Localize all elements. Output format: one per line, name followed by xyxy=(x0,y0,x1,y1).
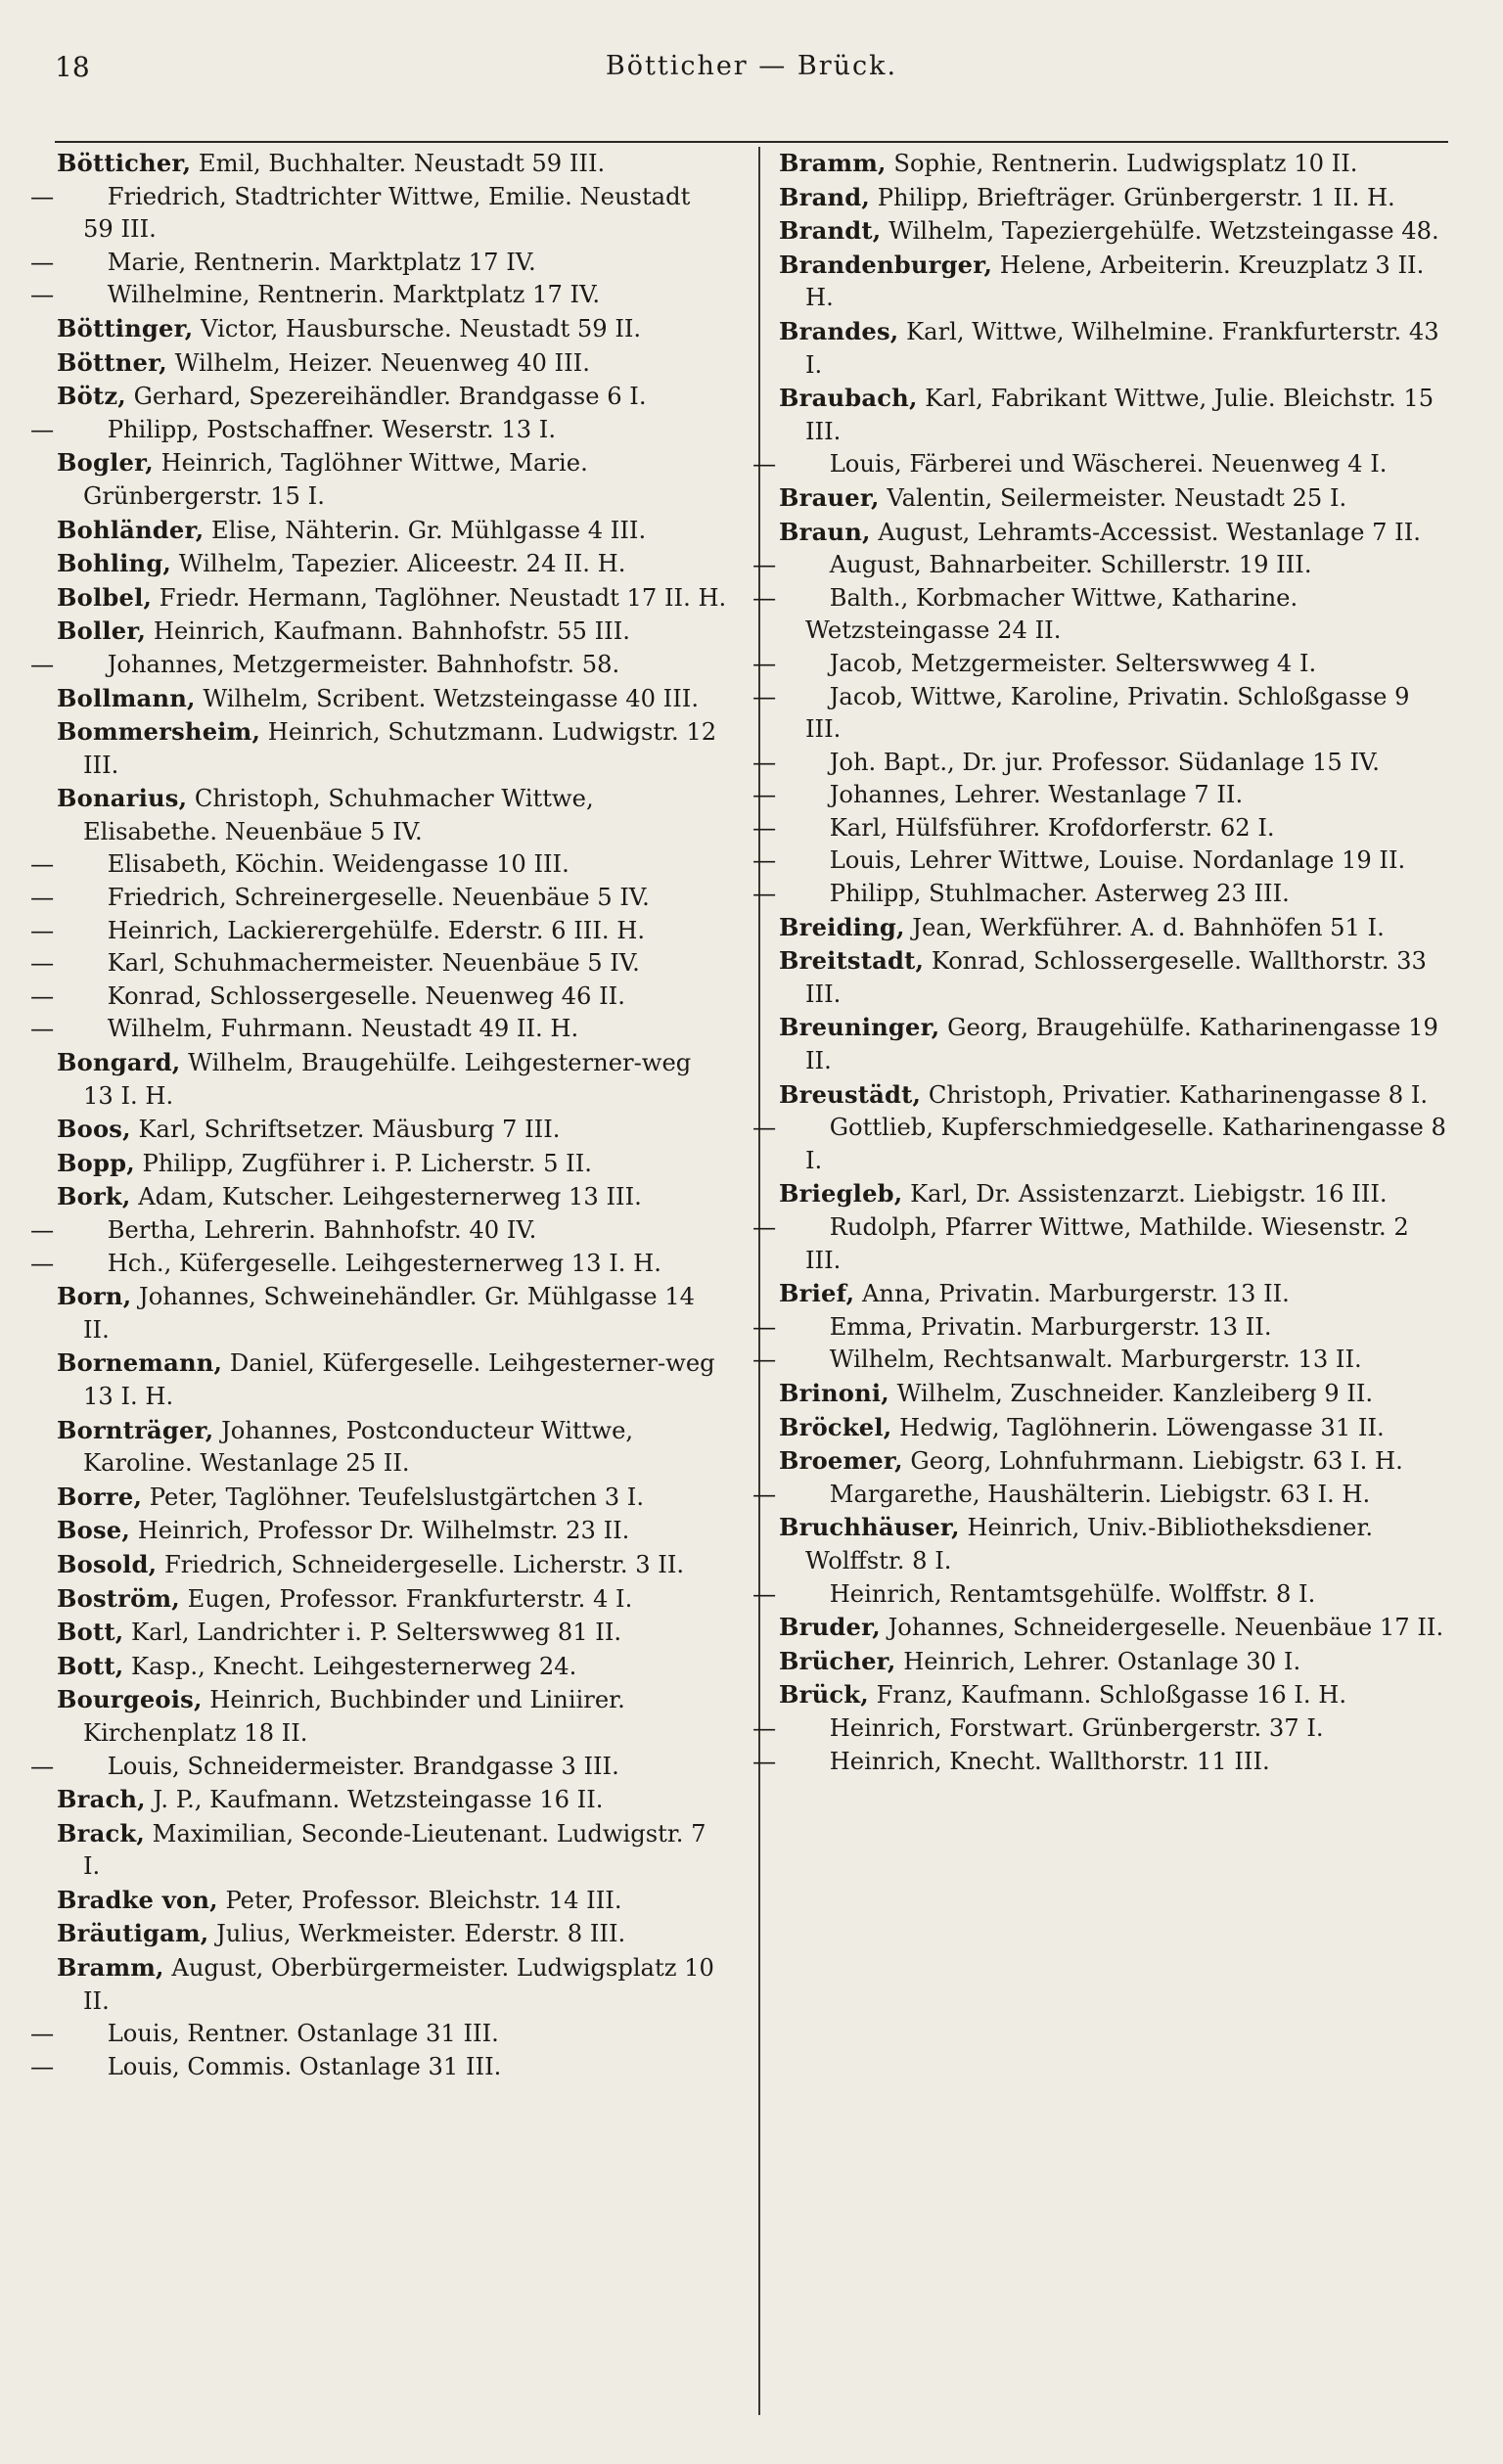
entry-details: Johannes, Schweinehändler. Gr. Mühlgasse 14 II. xyxy=(83,1283,696,1344)
entry-surname: Breitstadt, xyxy=(779,946,925,976)
entry-details: Victor, Hausbursche. Neustadt 59 II. xyxy=(201,314,642,342)
entry-surname: Brücher, xyxy=(779,1646,896,1675)
entry-details: Emma, Privatin. Marburgerstr. 13 II. xyxy=(829,1312,1272,1341)
entry-surname: Briegleb, xyxy=(779,1179,903,1209)
entry-details: Helene, Arbeiterin. Kreuzplatz 3 II. H. xyxy=(805,251,1425,312)
entry-surname: Bott, xyxy=(57,1618,124,1647)
directory-entry xyxy=(779,1645,1449,1679)
ditto-dash: — xyxy=(30,1216,55,1244)
entry-details: Heinrich, Lehrer. Ostanlage 30 I. xyxy=(903,1647,1301,1675)
ditto-dash: — xyxy=(752,682,777,710)
ditto-dash: — xyxy=(30,281,55,309)
entry-details: Friedrich, Schneidergeselle. Licherstr. 3 II. xyxy=(163,1550,685,1578)
directory-entry xyxy=(57,1280,727,1346)
entry-details: Rudolph, Pfarrer Wittwe, Mathilde. Wiesenstr. 2 III. xyxy=(805,1213,1409,1274)
directory-entry xyxy=(779,249,1449,315)
directory-entry xyxy=(57,1414,727,1481)
entry-surname: Bramm, xyxy=(57,1953,164,1983)
directory-entry xyxy=(779,1411,1449,1445)
entry-surname: Bose, xyxy=(57,1516,131,1545)
entry-surname: Bramm, xyxy=(779,149,887,177)
entry-details: Karl, Schriftsetzer. Mäusburg 7 III. xyxy=(138,1116,561,1144)
entry-surname: Brandenburger, xyxy=(779,250,993,279)
entry-surname: Breuninger, xyxy=(779,1013,940,1042)
directory-entry xyxy=(779,1611,1449,1645)
entry-details: Karl, Landrichter i. P. Selterswweg 81 II. xyxy=(131,1619,622,1647)
directory-entry xyxy=(57,346,727,381)
entry-surname: Bosold, xyxy=(57,1549,158,1578)
directory-entry xyxy=(752,812,1449,845)
entry-details: Margarethe, Haushälterin. Liebigstr. 63 I. H. xyxy=(829,1480,1371,1508)
directory-entry xyxy=(752,1344,1449,1377)
entry-surname: Brandes, xyxy=(779,316,899,345)
entry-details: Emil, Buchhalter. Neustadt 59 III. xyxy=(198,150,606,177)
ditto-dash: — xyxy=(752,1747,777,1775)
directory-entry xyxy=(57,1582,727,1617)
directory-entry xyxy=(30,915,727,948)
entry-details: Wilhelm, Zuschneider. Kanzleiberg 9 II. xyxy=(896,1379,1374,1407)
entry-details: Peter, Professor. Bleichstr. 14 III. xyxy=(225,1886,622,1914)
directory-entry xyxy=(30,2051,727,2084)
entry-details: Elise, Nähterin. Gr. Mühlgasse 4 III. xyxy=(211,516,647,544)
entry-details: Heinrich, Kaufmann. Bahnhofstr. 55 III. xyxy=(153,617,630,646)
ditto-dash: — xyxy=(752,781,777,809)
directory-entry xyxy=(779,1444,1449,1479)
entry-details: August, Lehramts-Accessist. Westanlage 7 II. xyxy=(878,518,1421,546)
directory-entry xyxy=(30,1214,727,1248)
entry-details: Heinrich, Taglöhner Wittwe, Marie. Grünbergerstr. 15 I. xyxy=(83,449,588,510)
entry-details: Hedwig, Taglöhnerin. Löwengasse 31 II. xyxy=(899,1413,1385,1441)
ditto-dash: — xyxy=(752,1480,777,1508)
entry-surname: Bruchhäuser, xyxy=(779,1513,960,1542)
directory-entry xyxy=(752,878,1449,911)
running-head: Bötticher — Brück. xyxy=(605,51,898,81)
directory-entry xyxy=(57,1113,727,1147)
directory-entry xyxy=(30,882,727,915)
directory-entry xyxy=(779,1277,1449,1311)
directory-entry xyxy=(57,1147,727,1181)
entry-details: Friedr. Hermann, Taglöhner. Neustadt 17 II. H. xyxy=(159,583,727,612)
directory-entry xyxy=(779,181,1449,215)
entry-details: Heinrich, Univ.-Bibliotheksdiener. Wolffstr. 8 I. xyxy=(805,1514,1374,1574)
directory-entry xyxy=(779,1678,1449,1712)
entry-details: Heinrich, Knecht. Wallthorstr. 11 III. xyxy=(829,1747,1270,1775)
entry-surname: Brack, xyxy=(57,1818,145,1848)
directory-entry xyxy=(779,214,1449,249)
entry-details: Christoph, Schuhmacher Wittwe, Elisabethe. Neuenbäue 5 IV. xyxy=(83,785,594,845)
entry-details: Kasp., Knecht. Leihgesternerweg 24. xyxy=(131,1652,577,1680)
directory-entry xyxy=(752,1712,1449,1746)
entry-surname: Bornemann, xyxy=(57,1348,223,1378)
directory-entry xyxy=(752,779,1449,812)
directory-entry xyxy=(752,1746,1449,1779)
directory-entry xyxy=(779,911,1449,945)
directory-entry xyxy=(779,1511,1449,1577)
entry-details: Wilhelm, Tapezier. Aliceestr. 24 II. H. xyxy=(178,550,626,578)
directory-entry xyxy=(57,782,727,848)
ditto-dash: — xyxy=(752,846,777,875)
directory-entry xyxy=(57,1514,727,1548)
entry-details: Heinrich, Professor Dr. Wilhelmstr. 23 II. xyxy=(137,1517,630,1545)
entry-surname: Brand, xyxy=(779,182,870,211)
directory-entry xyxy=(57,1650,727,1684)
directory-entry xyxy=(779,1011,1449,1077)
ditto-dash: — xyxy=(30,1249,55,1277)
entry-details: Wilhelm, Rechtsanwalt. Marburgerstr. 13 II. xyxy=(829,1346,1362,1374)
directory-entry xyxy=(57,380,727,414)
entry-surname: Braubach, xyxy=(779,384,918,413)
ditto-dash: — xyxy=(752,813,777,842)
entry-details: Wilhelmine, Rentnerin. Marktplatz 17 IV. xyxy=(107,281,601,309)
entry-details: Gottlieb, Kupferschmiedgeselle. Katharinengasse 8 I. xyxy=(805,1114,1446,1174)
directory-entry xyxy=(752,549,1449,582)
entry-details: Heinrich, Rentamtsgehülfe. Wolffstr. 8 I. xyxy=(829,1579,1316,1608)
directory-entry xyxy=(30,247,727,280)
entry-surname: Brief, xyxy=(779,1279,855,1308)
entry-surname: Bradke von, xyxy=(57,1885,218,1914)
ditto-dash: — xyxy=(752,1346,777,1374)
entry-details: Joh. Bapt., Dr. jur. Professor. Südanlage 15 IV. xyxy=(829,748,1380,776)
column-divider xyxy=(758,147,760,2415)
entry-surname: Brinoni, xyxy=(779,1378,889,1407)
ditto-dash: — xyxy=(30,850,55,879)
directory-entry xyxy=(30,848,727,882)
entry-details: Jean, Werkführer. A. d. Bahnhöfen 51 I. xyxy=(912,913,1385,941)
ditto-dash: — xyxy=(752,551,777,579)
entry-details: Eugen, Professor. Frankfurterstr. 4 I. xyxy=(187,1584,633,1613)
ditto-dash: — xyxy=(752,1312,777,1341)
entry-details: Heinrich, Buchbinder und Liniirer. Kirchenplatz 18 II. xyxy=(83,1686,625,1747)
directory-entry xyxy=(30,279,727,312)
directory-entry xyxy=(57,1884,727,1918)
entry-surname: Böttner, xyxy=(57,347,167,377)
ditto-dash: — xyxy=(30,916,55,944)
ditto-dash: — xyxy=(30,650,55,678)
directory-entry xyxy=(30,981,727,1014)
directory-entry xyxy=(752,1578,1449,1612)
entry-details: Karl, Schuhmachermeister. Neuenbäue 5 IV. xyxy=(107,949,640,978)
ditto-dash: — xyxy=(752,1579,777,1608)
ditto-dash: — xyxy=(752,1213,777,1241)
entry-surname: Braun, xyxy=(779,517,871,546)
entry-surname: Bork, xyxy=(57,1182,131,1211)
entry-surname: Bräutigam, xyxy=(57,1919,209,1948)
entry-surname: Brach, xyxy=(57,1785,146,1814)
directory-entry xyxy=(57,581,727,616)
entry-details: Maximilian, Seconde-Lieutenant. Ludwigstr. 7 I. xyxy=(83,1819,706,1881)
directory-entry xyxy=(779,147,1449,181)
entry-details: Johannes, Schneidergeselle. Neuenbäue 17 II. xyxy=(888,1614,1444,1642)
entry-details: Jacob, Metzgermeister. Selterswweg 4 I. xyxy=(829,649,1317,677)
entry-surname: Bommersheim, xyxy=(57,717,261,747)
entry-surname: Bourgeois, xyxy=(57,1685,203,1714)
entry-surname: Bröckel, xyxy=(779,1412,892,1441)
entry-details: Karl, Dr. Assistenzarzt. Liebigstr. 16 III. xyxy=(910,1180,1388,1209)
directory-entry xyxy=(30,1751,727,1784)
ditto-dash: — xyxy=(752,880,777,908)
directory-entry xyxy=(752,844,1449,878)
directory-entry xyxy=(752,582,1449,648)
directory-entry xyxy=(57,312,727,346)
entry-surname: Bott, xyxy=(57,1651,124,1680)
directory-entry xyxy=(30,414,727,447)
ditto-dash: — xyxy=(752,649,777,677)
entry-surname: Boller, xyxy=(57,616,147,646)
entry-surname: Bolbel, xyxy=(57,582,153,612)
entry-details: August, Bahnarbeiter. Schillerstr. 19 III. xyxy=(829,551,1312,579)
ditto-dash: — xyxy=(752,450,777,479)
directory-entry xyxy=(57,147,727,181)
entry-details: Karl, Wittwe, Wilhelmine. Frankfurterstr. 43 I. xyxy=(805,317,1439,379)
directory-entry xyxy=(30,181,727,247)
entry-details: Christoph, Privatier. Katharinengasse 8 I. xyxy=(928,1080,1429,1109)
ditto-dash: — xyxy=(30,1752,55,1780)
entry-details: Jacob, Wittwe, Karoline, Privatin. Schloßgasse 9 III. xyxy=(805,682,1410,744)
entry-details: Sophie, Rentnerin. Ludwigsplatz 10 II. xyxy=(893,150,1358,177)
ditto-dash: — xyxy=(30,2020,55,2048)
header-rule xyxy=(55,141,1448,143)
directory-entry xyxy=(779,1078,1449,1113)
entry-details: Bertha, Lehrerin. Bahnhofstr. 40 IV. xyxy=(107,1216,537,1244)
entry-details: Gerhard, Spezereihändler. Brandgasse 6 I. xyxy=(133,383,647,411)
entry-details: Johannes, Lehrer. Westanlage 7 II. xyxy=(829,781,1244,809)
entry-details: Karl, Fabrikant Wittwe, Julie. Bleichstr. 15 III. xyxy=(805,385,1435,445)
entry-details: Karl, Hülfsführer. Krofdorferstr. 62 I. xyxy=(829,813,1275,842)
entry-surname: Brandt, xyxy=(779,216,882,246)
ditto-dash: — xyxy=(752,1114,777,1142)
directory-entry xyxy=(30,2018,727,2051)
entry-details: Elisabeth, Köchin. Weidengasse 10 III. xyxy=(107,850,569,879)
entry-surname: Bohländer, xyxy=(57,515,205,544)
entry-details: Balth., Korbmacher Wittwe, Katharine. Wetzsteingasse 24 II. xyxy=(805,583,1298,645)
directory-entry xyxy=(752,1112,1449,1177)
directory-entry xyxy=(57,615,727,649)
entry-details: Wilhelm, Braugehülfe. Leihgesterner-weg 13 I. H. xyxy=(83,1049,692,1110)
entry-details: Georg, Lohnfuhrmann. Liebigstr. 63 I. H. xyxy=(910,1447,1403,1476)
entry-surname: Breiding, xyxy=(779,912,905,941)
entry-details: Friedrich, Stadtrichter Wittwe, Emilie. Neustadt 59 III. xyxy=(83,182,691,244)
ditto-dash: — xyxy=(752,748,777,776)
ditto-dash: — xyxy=(752,1713,777,1742)
ditto-dash: — xyxy=(30,248,55,276)
entry-details: Wilhelm, Tapeziergehülfe. Wetzsteingasse 48. xyxy=(888,217,1439,246)
entry-surname: Bogler, xyxy=(57,448,154,478)
ditto-dash: — xyxy=(30,182,55,210)
entry-details: Heinrich, Schutzmann. Ludwigstr. 12 III. xyxy=(83,718,717,779)
entry-details: Wilhelm, Heizer. Neuenweg 40 III. xyxy=(174,348,590,377)
entry-details: Philipp, Postschaffner. Weserstr. 13 I. xyxy=(107,415,557,443)
directory-entry xyxy=(779,1377,1449,1411)
directory-entry xyxy=(752,448,1449,481)
entry-details: Anna, Privatin. Marburgerstr. 13 II. xyxy=(861,1280,1290,1308)
entry-details: Louis, Färberei und Wäscherei. Neuenweg 4 I. xyxy=(829,450,1388,479)
entry-surname: Bollmann, xyxy=(57,683,196,712)
entry-details: Louis, Rentner. Ostanlage 31 III. xyxy=(107,2020,499,2048)
entry-surname: Bongard, xyxy=(57,1048,181,1077)
entry-surname: Bruder, xyxy=(779,1613,881,1642)
entry-surname: Bohling, xyxy=(57,549,172,578)
entry-surname: Boström, xyxy=(57,1583,180,1613)
directory-entry xyxy=(57,715,727,782)
entry-details: August, Oberbürgermeister. Ludwigsplatz 10 II. xyxy=(83,1954,714,2015)
entry-details: Julius, Werkmeister. Ederstr. 8 III. xyxy=(216,1920,626,1948)
entry-surname: Brück, xyxy=(779,1680,869,1710)
ditto-dash: — xyxy=(30,1015,55,1043)
entry-details: Heinrich, Forstwart. Grünbergerstr. 37 I. xyxy=(829,1713,1324,1742)
directory-entry xyxy=(30,1013,727,1046)
entry-details: Marie, Rentnerin. Marktplatz 17 IV. xyxy=(107,248,536,276)
entry-details: Daniel, Küfergeselle. Leihgesterner-weg 13 I. H. xyxy=(83,1349,715,1410)
entry-details: Friedrich, Schreinergeselle. Neuenbäue 5 IV. xyxy=(107,884,650,912)
entry-details: Adam, Kutscher. Leihgesternerweg 13 III. xyxy=(138,1183,642,1211)
directory-entry xyxy=(57,1346,727,1413)
entry-surname: Bötticher, xyxy=(57,149,192,177)
directory-entry xyxy=(752,681,1449,747)
directory-entry xyxy=(30,1248,727,1281)
directory-entry xyxy=(779,382,1449,448)
directory-entry xyxy=(752,1211,1449,1277)
directory-entry xyxy=(57,547,727,581)
entry-surname: Born, xyxy=(57,1282,132,1311)
directory-entry xyxy=(779,481,1449,516)
entry-surname: Bonarius, xyxy=(57,784,188,813)
directory-entry xyxy=(752,648,1449,681)
directory-entry xyxy=(779,944,1449,1011)
right-column xyxy=(752,147,1449,1778)
directory-entry xyxy=(752,1479,1449,1512)
entry-details: Konrad, Schlossergeselle. Neuenweg 46 II. xyxy=(107,981,625,1010)
entry-details: Valentin, Seilermeister. Neustadt 25 I. xyxy=(887,483,1347,512)
page-header xyxy=(55,51,1448,96)
entry-details: Louis, Commis. Ostanlage 31 III. xyxy=(107,2052,502,2080)
entry-details: Hch., Küfergeselle. Leihgesternerweg 13 I. H. xyxy=(107,1249,661,1277)
directory-entry xyxy=(752,1311,1449,1345)
directory-entry xyxy=(30,947,727,981)
directory-entry xyxy=(57,1683,727,1750)
entry-surname: Böttinger, xyxy=(57,313,194,342)
directory-entry xyxy=(57,682,727,716)
entry-details: Wilhelm, Scribent. Wetzsteingasse 40 III. xyxy=(203,684,700,712)
ditto-dash: — xyxy=(30,884,55,912)
entry-details: Franz, Kaufmann. Schloßgasse 16 I. H. xyxy=(876,1681,1347,1710)
page-number: 18 xyxy=(55,51,90,83)
ditto-dash: — xyxy=(30,2052,55,2080)
entry-details: Philipp, Briefträger. Grünbergerstr. 1 II. H. xyxy=(877,183,1395,211)
directory-entry xyxy=(57,1951,727,2018)
ditto-dash: — xyxy=(752,583,777,612)
entry-details: Konrad, Schlossergeselle. Wallthorstr. 33 III. xyxy=(805,947,1427,1008)
directory-entry xyxy=(57,1917,727,1951)
entry-surname: Bornträger, xyxy=(57,1415,214,1444)
entry-surname: Brauer, xyxy=(779,482,880,512)
entry-details: Johannes, Postconducteur Wittwe, Karoline. Westanlage 25 II. xyxy=(83,1416,634,1478)
entry-details: Louis, Schneidermeister. Brandgasse 3 III. xyxy=(107,1752,619,1780)
entry-surname: Boos, xyxy=(57,1115,131,1144)
directory-entry xyxy=(752,747,1449,780)
entry-surname: Broemer, xyxy=(779,1446,903,1476)
entry-details: Johannes, Metzgermeister. Bahnhofstr. 58. xyxy=(107,650,620,678)
directory-entry xyxy=(779,315,1449,382)
directory-entry xyxy=(779,1177,1449,1211)
entry-details: Georg, Braugehülfe. Katharinengasse 19 II. xyxy=(805,1014,1438,1075)
directory-entry xyxy=(57,1616,727,1650)
left-column xyxy=(30,147,727,2083)
entry-details: Philipp, Zugführer i. P. Licherstr. 5 II. xyxy=(142,1149,592,1177)
directory-entry xyxy=(57,1481,727,1515)
ditto-dash: — xyxy=(30,949,55,978)
directory-entry xyxy=(779,516,1449,550)
entry-details: Philipp, Stuhlmacher. Asterweg 23 III. xyxy=(829,880,1290,908)
entry-surname: Borre, xyxy=(57,1482,143,1511)
ditto-dash: — xyxy=(30,981,55,1010)
directory-entry xyxy=(57,1180,727,1214)
directory-entry xyxy=(57,446,727,513)
entry-surname: Bopp, xyxy=(57,1148,135,1177)
entry-details: Louis, Lehrer Wittwe, Louise. Nordanlage 19 II. xyxy=(829,846,1406,875)
directory-entry xyxy=(57,1046,727,1113)
entry-details: Wilhelm, Fuhrmann. Neustadt 49 II. H. xyxy=(107,1015,579,1043)
directory-entry xyxy=(30,649,727,682)
ditto-dash: — xyxy=(30,415,55,443)
directory-entry xyxy=(57,1548,727,1582)
entry-details: Peter, Taglöhner. Teufelslustgärtchen 3 I. xyxy=(149,1483,645,1511)
entry-details: Heinrich, Lackierergehülfe. Ederstr. 6 III. H. xyxy=(107,916,646,944)
directory-entry xyxy=(57,1783,727,1817)
entry-details: J. P., Kaufmann. Wetzsteingasse 16 II. xyxy=(153,1786,604,1814)
entry-surname: Bötz, xyxy=(57,382,126,411)
directory-entry xyxy=(57,1817,727,1884)
directory-entry xyxy=(57,514,727,548)
entry-surname: Breustädt, xyxy=(779,1079,922,1109)
